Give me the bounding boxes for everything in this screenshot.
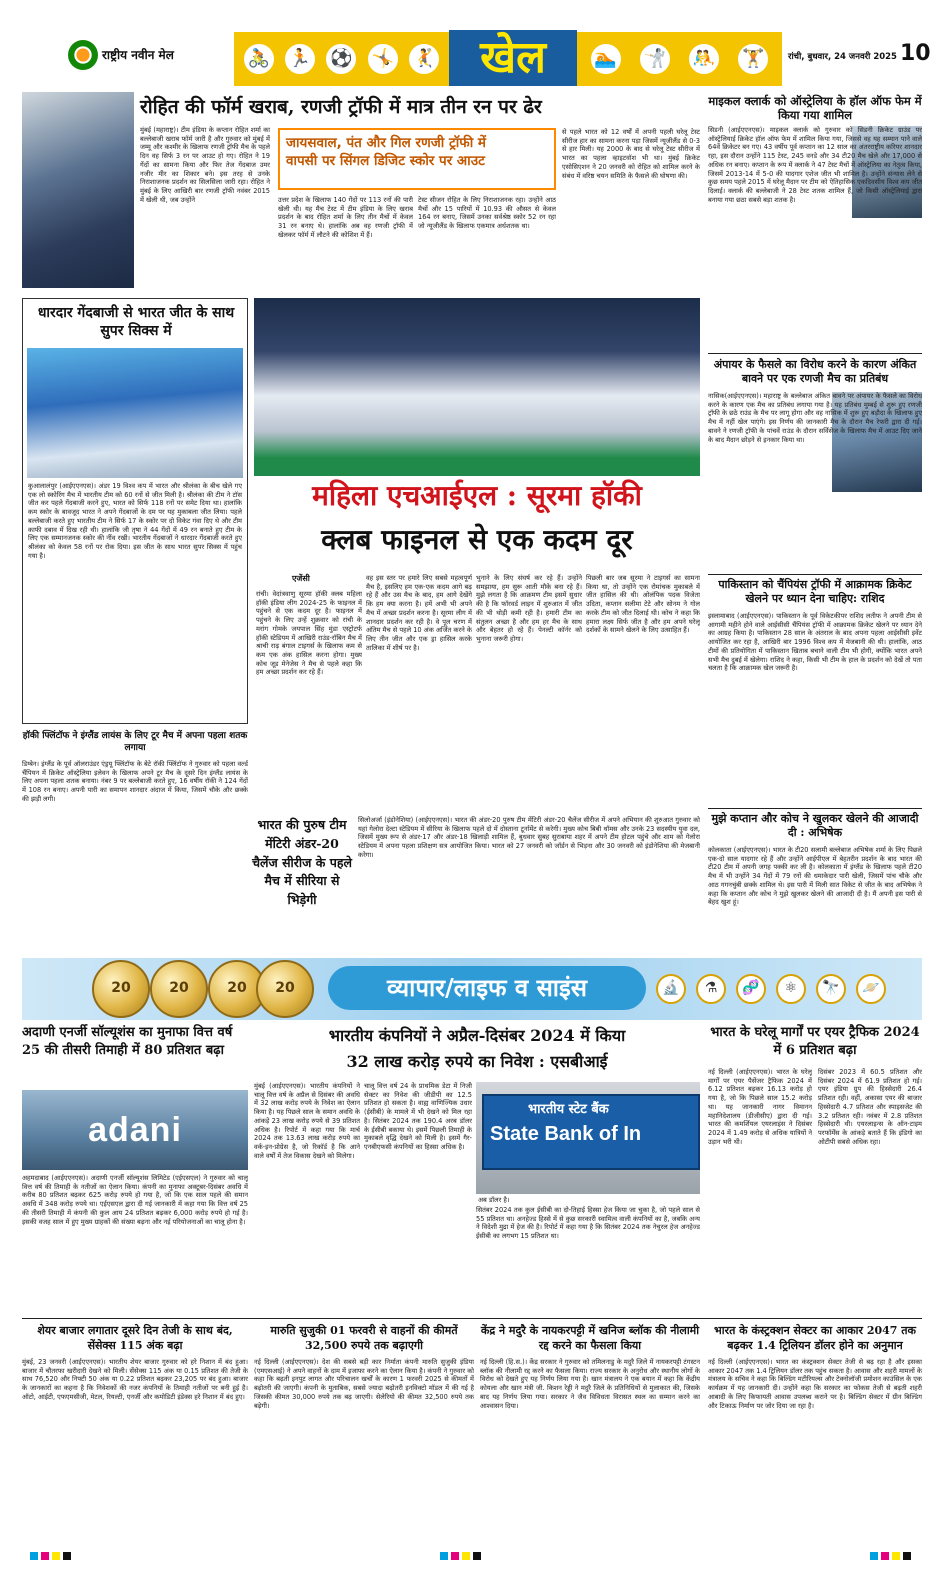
dna-icon: 🧬 [736, 974, 766, 1004]
coin-label: 20 [169, 980, 189, 997]
hockey-col1: रांची। वेदांत्रवाणु सूरमा हॉकी क्लब महिला हॉकी इंडिया लीग 2024-25 के फाइनल में पहुंचने से एक कदम दूर है। फाइनल में पहुंचने के लिए उन्हें शुक्रवार को रांची के मरांग गोमके जयपाल सिंह मुंडा एस्ट्रोटर्फ हॉकी स्टेडियम में आखिरी राउंड-रॉबिन मैच में श्राची राढ़ बंगाल टाइगर्स के खिलाफ कम से कम एक अंक हासिल करना होगा। मुख्य कोच जूड मेनेजेस ने मैच से पहले कहा कि हम अच्छा प्रदर्शन कर रहे हैं। [256, 590, 362, 677]
mining-body: नई दिल्ली (हि.स.)। केंद्र सरकार ने गुरुवार को तमिलनाडु के मदुरै जिले में नायकरपट्टी टंगस्टन ब्लॉक की नीलामी रद्द करने का फैसला किया। राज्य सरकार के अनुरोध और स्थानीय लोगों के विरोध को देखते हुए यह निर्णय लिया गया है। खान मंत्रालय ने एक बयान में कहा कि केंद्रीय कोयला और खान मंत्री जी. किशन रेड्डी ने मदुरै जिले के प्रतिनिधियों से मुलाकात की, जिसके बाद यह निर्णय लिया गया। सरकार ने जैव विविधता विरासत स्थल का सम्मान करने का आश्वासन दिया। [480, 1358, 700, 1410]
bawne-divider [708, 574, 922, 575]
hockey-col4: पिछली बार जब सूरमा ने टाइगर्स का सामना किया था, तो उन्होंने एक रोमांचक मुकाबले में जीत हासिल की थी। ओलंपिक पदक विजेता उदिता, कप्तान सलीमा टेटे और सोनम ने गोल करके टीम को जीत दिलाई थी। कोच ने कहा कि हमारा लक्ष्य सिर्फ जीत है और हम अपने घरेलू दर्शकों के सामने खेलने के लिए उत्साहित हैं। [586, 574, 700, 635]
swimming-icon: 🏊 [588, 41, 624, 77]
air-traffic-headline: भारत के घरेलू मार्गों पर एयर ट्रैफिक 2024 में 6 प्रतिशत बढ़ा [710, 1025, 920, 1058]
super-six-photo [27, 348, 243, 478]
page-number: 10 [900, 41, 931, 66]
paper-logo-icon [68, 40, 98, 70]
rashid-divider [708, 808, 922, 809]
sbi-col1: मुंबई (आईएएनएस)। भारतीय कंपनियों ने चालू वित्त वर्ष के अप्रैल से दिसंबर की अवधि में 32 लाख करोड़ रुपये के निवेश का ऐलान किया है। यह पिछले साल के समान अवधि के आंकड़े 23 लाख करोड़ रुपये से 39 प्रतिशत अधिक है। रिपोर्ट में कहा गया कि मार्च 2024 तक 13.63 लाख करोड़ रुपये का वर्क-इन-प्रोग्रेस है, जो रिकॉर्ड है कि आने वाले वर्षों में तेज विकास देखने को मिलेगा। [254, 1082, 360, 1160]
boys-team-body: सिलोअर्जा (इंडोनेशिया) (आईएएनएस)। भारत की अंडर-20 पुरुष टीम मेंटिरी अंडर-20 चैलेंज सीरीज में अपने अभियान की शुरुआत गुरुवार को यहां गेलोरा देल्टा स्टेडियम में सीरिया के खिलाफ पहले दो में दोस्ताना टूर्नामेंट से करेगी। मुख्य कोच बिबी थॉमस और उनके 23 सदस्यीय युवा दल, जिसमें मुख्य रूप से अंडर-17 और अंडर-18 खिलाड़ी शामिल हैं, बुधवार सुबह सुराबाया शहर में अपने टीम होटल पहुंचे और शाम को गेलोरा स्टेडियम में अपना पहला प्रशिक्षण सत्र आयोजित किया। भारत को 27 जनवरी को जॉर्डन से भिड़ना और 30 जनवरी को इंडोनेशिया की मेजबानी करेगा। [358, 816, 700, 859]
clarke-divider [708, 353, 922, 354]
rohit-headline: रोहित की फॉर्म खराब, रणजी ट्रॉफी में मात्र तीन रन पर ढेर [140, 96, 542, 118]
registration-marks-left [30, 1552, 71, 1560]
coin-label: 20 [227, 980, 247, 997]
telescope-icon: 🔭 [816, 974, 846, 1004]
sensex-headline: शेयर बाजार लगातार दूसरे दिन तेजी के साथ बंद, सेंसेक्स 115 अंक बढ़ा [37, 1324, 233, 1352]
sbi-sign-english: State Bank of In [490, 1123, 642, 1146]
wrestling-icon: 🤼 [686, 41, 722, 77]
rohit-subhead-line2: वापसी पर सिंगल डिजिट स्कोर पर आउट [286, 153, 485, 170]
sbi-sign-hindi: भारतीय स्टेट बैंक [528, 1102, 609, 1117]
construction-body: नई दिल्ली (आईएएनएस)। भारत का कंस्ट्रक्शन सेक्टर तेजी से बढ़ रहा है और इसका आकार 2047 तक 1.4 ट्रिलियन डॉलर तक पहुंच सकता है। आवास और शहरी मामलों के मंत्रालय के सचिव ने कहा कि बिल्डिंग मटीरियल्स और टेक्नोलॉजी प्रमोशन काउंसिल के एक कार्यक्रम में यह जानकारी दी। उन्होंने कहा कि सरकार का फोकस तेजी से बढ़ती शहरी आबादी के लिए किफायती आवास उपलब्ध कराने पर है। बिल्डिंग सेक्टर में ग्रीन बिल्डिंग और टिकाऊ निर्माण पर जोर दिया जा रहा है। [708, 1358, 922, 1410]
sbi-headline-line2: 32 लाख करोड़ रुपये का निवेश : एसबीआई [346, 1052, 608, 1071]
hockey-col2: वह इस स्तर पर हमारे लिए सबसे महत्वपूर्ण मैच है, इसलिए हम एक-एक कदम आगे बढ़ रहे हैं और उस मैच के बाद, हम आगे देखेंगे कि हम क्या करना है। हमें अभी भी अपने मैच में अच्छा प्रदर्शन करना है। सूरमा लीग में शानदार प्रदर्शन कर रही है। वे पूल चरण में अंतिम मैच से पहले 10 अंक अर्जित करने के लिए तीन जीत और एक ड्रा हासिल करके तालिका में शीर्ष पर है। [366, 574, 472, 652]
flask-icon: ⚗ [696, 974, 726, 1004]
rohit-photo [22, 92, 134, 288]
paper-name: राष्ट्रीय नवीन मेल [102, 48, 174, 62]
hockey-photo [254, 298, 700, 476]
coin-label: 20 [111, 980, 131, 997]
sbi-photo [476, 1082, 700, 1194]
dateline: रांची, बुधवार, 24 जनवरी 2025 [788, 52, 897, 62]
abhishek-headline: मुझे कप्तान और कोच ने खुलकर खेलने की आजादी दी : अभिषेक [711, 812, 919, 840]
microscope-icon: 🔬 [656, 974, 686, 1004]
sbi-col3: सितंबर 2024 तक कुल ईसीबी का दो-तिहाई हिस्सा हेज किया जा चुका है, जो पहले साल से 55 प्रतिशत था। अनहेज्ड हिस्से में से कुछ सरकारी स्वामित्व वाली कंपनियों का है, जबकि अन्य ने विदेशी मुद्रा में हेज की है। रिपोर्ट में कहा गया है कि सितंबर 2024 तक नेचुरल हेज अनहेज्ड ईसीबी का लगभग 15 प्रतिशत था। [476, 1206, 700, 1241]
bawne-body: नासिक(आईएएनएस)। महाराष्ट्र के बल्लेबाज अंकित बावने पर अंपायर के फैसले का विरोध करने के कारण एक मैच का प्रतिबंध लगाया गया है। यह प्रतिबंध मुम्बई से शुरू हुए रणजी ट्रॉफी के छठे राउंड के मैच पर लागू होगा और वह नासिक में शुरू हुए बड़ौदा के खिलाफ हुए मैच में नहीं खेल पाएंगे। इस निर्णय की जानकारी मैच के दौरान मैच रेफरी द्वारा दी गई। बावने ने रणजी ट्रॉफी के पांचवें राउंड के दौरान सर्विसेज के खिलाफ मैच में आउट दिए जाने के बाद मैदान छोड़ने से इनकार किया था। [708, 392, 922, 444]
bottom-divider [22, 1318, 922, 1319]
sports-band-left [234, 32, 449, 86]
rohit-col4: से पहले भारत को 12 वर्षों में अपनी पहली घरेलू टेस्ट सीरीज हार का सामना करना पड़ा जिसमें न्यूजीलैंड से 0-3 से हार मिली। यह 2000 के बाद से घरेलू टेस्ट सीरीज में भारत का पहला व्हाइटवॉश भी था। मुंबई क्रिकेट एसोसिएशन ने 20 जनवरी को रोहित को शामिल करने के संबंध में वरिष्ठ चयन समिति के फैसले की घोषणा की। [562, 128, 700, 180]
adani-photo [22, 1090, 248, 1170]
sports-band-right [577, 32, 782, 86]
kabaddi-icon: 🤾 [406, 41, 442, 77]
coin-label: 20 [275, 980, 295, 997]
football-icon: ⚽ [323, 41, 359, 77]
hurdles-icon: 🤸 [365, 41, 401, 77]
registration-marks-center [440, 1552, 481, 1560]
sbi-headline-line1: भारतीय कंपनियों ने अप्रैल-दिसंबर 2024 में किया [328, 1026, 626, 1045]
air-traffic-col1: नई दिल्ली (आईएएनएस)। भारत के घरेलू मार्गों पर एयर पैसेंजर ट्रैफिक 2024 में 6.12 प्रतिशत बढ़कर 16.13 करोड़ हो गया है, जो कि पिछले साल 15.2 करोड़ था। यह जानकारी नागर विमानन महानिदेशालय (डीजीसीए) द्वारा दी गई। भारत की कमर्शियल एयरलाइंस ने दिसंबर 2024 में 1.49 करोड़ से अधिक यात्रियों ने उड़ान भरी थी। [708, 1068, 812, 1146]
coin-icon-1 [92, 960, 150, 1018]
hockey-col3: भुनाने के लिए संघर्ष कर रहे हैं। उन्होंने समझाया, हम सुरू आती मौके बना रहे हैं। मुझे लगता है कि आक्रमण टीम इसमें सुधार की है कि फॉरवर्ड लाइन में शुरुआत में जीत की भी थोड़ी कमी रही है। हमारी टीम का संतुलन अच्छा है और हम हर मैच के साथ और बेहतर हो रहे हैं। पेनल्टी कॉर्नर को भुनाना जरूरी होगा। [476, 574, 582, 643]
rohit-col1: मुंबई (महाराष्ट्र)। टीम इंडिया के कप्तान रोहित शर्मा का बल्लेबाजी खराब फॉर्म जारी है और गुरुवार को मुंबई में जम्मू और कश्मीर के खिलाफ रणजी ट्रॉफी मैच के पहले दिन वह सिर्फ 3 रन पर आउट हो गए। रोहित ने 19 गेंदों का सामना किया और फिर तेज गेंदबाज उमर नजीर मीर का शिकार बने। इस तरह से उनके निराशाजनक प्रदर्शन का सिलसिला जारी रहा। रोहित ने मुंबई के लिए आखिरी बार रणजी ट्रॉफी नवंबर 2015 में खेली थी, जब उन्होंने [140, 126, 270, 204]
adani-body: अहमदाबाद (आईएएनएस)। अदाणी एनर्जी सॉल्यूशंस लिमिटेड (एईएसएल) ने गुरुवार को चालू वित्त वर्ष की तिमाही के नतीजों का ऐलान किया। कंपनी का मुनाफा अक्टूबर-दिसंबर अवधि में करीब 80 प्रतिशत बढ़कर 625 करोड़ रुपये हो गया है, जो कि एक साल पहले की समान अवधि में 348 करोड़ रुपये था। एईएसएल द्वारा दी गई जानकारी में कहा गया कि वित्त वर्ष 25 की तीसरी तिमाही में कंपनी की कुल आय 24 प्रतिशत बढ़कर 6,000 करोड़ रुपये हो गई है। इसकी वजह साल में हुए मुख्य ग्राहकों की संख्या बढ़ना और नई परियोजनाओं का चालू होना है। [22, 1174, 248, 1226]
coin-icon-2 [150, 960, 208, 1018]
adani-headline: अदाणी एनर्जी सॉल्यूशंस का मुनाफा वित्त वर्ष 25 की तीसरी तिमाही में 80 प्रतिशत बढ़ा [22, 1025, 233, 1058]
air-traffic-col2: दिसंबर 2023 में 60.5 प्रतिशत और दिसंबर 2024 में 61.9 प्रतिशत हो गई। एयर इंडिया ग्रुप की हिस्सेदारी 26.4 प्रतिशत रही। वहीं, अकासा एयर की बाजार हिस्सेदारी 4.7 प्रतिशत और स्पाइसजेट की 3.2 प्रतिशत रही। नवंबर में 2.8 प्रतिशत हिस्सेदारी थी। एयरलाइन्स के ऑन-टाइम परफॉर्मेंस के आंकड़े बताते हैं कि इंडिगो का ओटीपी सबसे अधिक रहा। [818, 1068, 922, 1146]
atom-icon: ⚛ [776, 974, 806, 1004]
coin-icon-4 [256, 960, 314, 1018]
hockey-banner-line2: क्लब फाइनल से एक कदम दूर [321, 523, 633, 556]
planet-icon: 🪐 [856, 974, 886, 1004]
sbi-col2: चालू वित्त वर्ष 24 के प्राथमिक डेटा में निजी सेक्टर का निवेश की जीडीपी का 12.5 प्रतिशत हो सकता है। वाह्य वाणिज्यिक उधार (ईसीबी) के मामले में भी देखने को मिल रहा है। सितंबर 2024 तक 190.4 अरब डॉलर के ईसीबी बकाया थे। इसमें पिछली तिमाही के मुकाबले वृद्धि देखने को मिली है। इसमें गैर-एनबीएफसी कंपनियों का हिस्सा अधिक है। [364, 1082, 472, 1151]
registration-marks-right [870, 1552, 911, 1560]
section-title: खेल [449, 30, 577, 86]
sbi-signboard [482, 1094, 700, 1170]
rashid-body: इस्लामाबाद (आईएएनएस)। पाकिस्तान के पूर्व विकेटकीपर राशिद लतीफ ने अपनी टीम से आगामी महीने होने वाले आईसीसी चैंपियंस ट्रॉफी में आक्रामक क्रिकेट खेलने पर ध्यान देने का आग्रह किया है। पाकिस्तान 28 साल के अंतराल के बाद अपना पहला आईसीसी इवेंट आयोजित कर रहा है, आखिरी बार 1996 विश्व कप में मेजबानी की थी। हालांकि, आठ टीमों की प्रतियोगिता में पाकिस्तान खिताब बचाने वाली टीम भी होगी, क्योंकि भारत अपने सभी मैच दुबई में खेलेगा। राशिद ने कहा, किसी भी टीम के हाल के प्रदर्शन को देखें तो पता चलता है कि आक्रामक खेल जरूरी है। [708, 612, 922, 673]
rohit-subhead-line1: जायसवाल, पंत और गिल रणजी ट्रॉफी में [286, 135, 486, 151]
flintoff-body: डिग्बेन। इंग्लैंड के पूर्व ऑलराउंडर एंड्रयू फ्लिंटॉफ के बेटे रॉकी फ्लिंटॉफ ने गुरुवार को पहला वर्ल्ड चैंपियन में क्रिकेट ऑस्ट्रेलिया इलेवन के खिलाफ अपने टूर मैच के दूसरे दिन इंग्लैंड लायंस के लिए अपना पहला शतक बनाया। नंबर 9 पर बल्लेबाजी करते हुए, 16 वर्षीय रॉकी ने 124 गेंदों में 108 रन बनाए। अपनी पारी का समापन शानदार अंदाज में किया, जिसमें चौके और छक्के की झड़ी लगी। [22, 760, 248, 803]
super-six-body: कुआलालंपुर (आईएएनएस)। अंडर 19 विश्व कप में भारत और श्रीलंका के बीच खेले गए एक लो स्कोरिंग मैच में भारतीय टीम को 60 रनों से जीत मिली है। श्रीलंका की टीम ने टॉस जीत कर पहले गेंदबाजी करने हुए, भारत को सिर्फ 118 रनों पर समेट दिया था। हालांकि कम स्कोर के बावजूद भारत ने अपने गेंदबाजों के दम पर यह मुकाबला जीत लिया। पहले बल्लेबाजी करते हुए भारतीय टीम ने सिर्फ 17 के स्कोर पर दो विकेट गंवा दिए थे और टीम काफी दबाव में दिख रही थी। हालांकि जी तृषा ने 44 गेंदों में 49 रन बनाते हुए टीम के लिए एक सम्मानजनक स्कोर की नींव रखी। भारतीय गेंदबाजों ने धारदार गेंदबाजी करते हुए श्रीलंका को केवल 58 रनों पर रोक दिया। इस जीत के साथ भारत सुपर सिक्स में पहुंच गया है। [28, 482, 242, 560]
sbi-photo-caption: अब डॉलर है। [478, 1196, 510, 1204]
hockey-byline: एजेंसी [292, 574, 310, 583]
rashid-headline: पाकिस्तान को चैंपियंस ट्रॉफी में आक्रामक क्रिकेट खेलने पर ध्यान देना चाहिए: राशिद [718, 578, 912, 606]
rohit-subhead-box [278, 128, 556, 190]
super-six-headline: धारदार गेंदबाजी से भारत जीत के साथ सुपर सिक्स में [37, 305, 235, 340]
business-banner-title: व्यापार/लाइफ व साइंस [328, 966, 646, 1010]
weightlifting-icon: 🏋 [735, 41, 771, 77]
construction-headline: भारत के कंस्ट्रक्शन सेक्टर का आकार 2047 तक बढ़कर 1.4 ट्रिलियन डॉलर होने का अनुमान [713, 1324, 917, 1352]
maruti-headline: मारुति सुजुकी 01 फरवरी से वाहनों की कीमतें 32,500 रुपये तक बढ़ाएगी [270, 1324, 458, 1352]
mining-headline: केंद्र ने मदुरै के नायकरपट्टी में खनिज ब्लॉक की नीलामी रद्द करने का फैसला किया [480, 1324, 700, 1352]
rohit-col3: टेस्ट सीजन रोहित के लिए निराशाजनक रहा। उन्होंने आठ मैचों और 15 पारियों में 10.93 की औसत से केवल 164 रन बनाए, जिसमें उनका सर्वश्रेष्ठ स्कोर 52 रन रहा जो न्यूजीलैंड के खिलाफ एकमात्र अर्धशतक था। [418, 196, 556, 231]
abhishek-body: कोलकाता (आईएएनएस)। भारत के टी20 सलामी बल्लेबाज अभिषेक शर्मा के लिए पिछले एक-दो साल यादगार रहे हैं और उन्होंने आईपीएल में बेहतरीन प्रदर्शन के बाद भारत की टी20 टीम में अपनी जगह पक्की कर ली है। कोलकाता में इंग्लैंड के खिलाफ पहले टी20 मैच में भी उन्होंने 34 गेंदों में 79 रनों की धमाकेदार पारी खेली, जिसमें पांच चौके और आठ गगनचुंबी छक्के शामिल थे। इस पारी में मिली सात विकेट से जीत के बाद अभिषेक ने कहा कि कप्तान और कोच ने मुझे खुलकर खेलने की आजादी दी है। मैं अपनी इस पारी से बेहद खुश हूं। [708, 846, 922, 907]
clarke-body: सिडनी (आईएएनएस)। माइकल क्लार्क को गुरुवार को सिडनी क्रिकेट ग्राउंड पर ऑस्ट्रेलियाई क्रिकेट हॉल ऑफ फेम में शामिल किया गया, जिससे वह यह सम्मान पाने वाले 64वें क्रिकेटर बन गए। 43 वर्षीय पूर्व कप्तान का 12 साल का अंतरराष्ट्रीय करियर शानदार रहा, इस दौरान उन्होंने 115 टेस्ट, 245 वनडे और 34 टी20 मैच खेले और 17,000 से अधिक रन बनाए। कप्तान के रूप में क्लार्क ने 47 टेस्ट मैचों में ऑस्ट्रेलिया का नेतृत्व किया, जिसमें 2013-14 में 5-0 की यादगार एशेज जीत भी शामिल है। उन्होंने संन्यास लेने से कुछ समय पहले 2015 में घरेलू मैदान पर टीम को ऐतिहासिक एकदिवसीय विश्व कप जीत दिलाई। क्लार्क की बल्लेबाजी ने 28 टेस्ट शतक शामिल हैं, जो किसी ऑस्ट्रेलियाई द्वारा बनाया गया छठा सबसे बड़ा शतक है। [708, 126, 922, 204]
flintoff-headline: हॉकी फ्लिंटॉफ ने इंग्लैंड लायंस के लिए टूर मैच में अपना पहला शतक लगाया [22, 731, 248, 754]
adani-logo: adani [88, 1110, 182, 1149]
javelin-icon: 🤺 [637, 41, 673, 77]
boys-team-headline: भारत की पुरुष टीम मेंटिरी अंडर-20 चैलेंज सीरीज के पहले मैच में सीरिया से भिड़ेगी [252, 817, 352, 907]
bawne-headline: अंपायर के फैसले का विरोध करने के कारण अंकित बावने पर एक रणजी मैच का प्रतिबंध [713, 358, 917, 386]
running-icon: 🏃 [282, 41, 318, 77]
hockey-banner-line1: महिला एचआईएल : सूरमा हॉकी [312, 479, 642, 512]
sensex-body: मुंबई, 23 जनवरी (आईएएनएस)। भारतीय शेयर बाजार गुरुवार को हरे निशान में बंद हुआ। बाजार में चौतरफा खरीदारी देखने को मिली। सेंसेक्स 115 अंक या 0.15 प्रतिशत की तेजी के साथ 76,520 और निफ्टी 50 अंक या 0.22 प्रतिशत बढ़कर 23,205 पर बंद हुआ। बाजार के जानकारों का कहना है कि निवेशकों की नजर कंपनियों के तिमाही नतीजों पर बनी हुई है। ऑटो, आईटी, एफएमसीजी, मेटल, रियल्टी, एनर्जी और कमोडिटी इंडेक्स हरे निशान में बंद हुए। [22, 1358, 248, 1401]
masthead [22, 32, 931, 86]
business-banner [22, 958, 922, 1020]
cycling-icon: 🚴 [241, 41, 277, 77]
rohit-col2: उत्तर प्रदेश के खिलाफ 140 गेंदों पर 113 रनों की पारी खेली थी। यह मैच टेस्ट में टीम इंडिया के लिए खराब प्रदर्शन के बाद रोहित शर्मा के लिए तीन मैचों में केवल 31 रन बनाए थे। हालांकि अब वह रणजी ट्रॉफी में खेलकर फॉर्म में लौटने की कोशिश में हैं। [278, 196, 413, 239]
clarke-headline: माइकल क्लार्क को ऑस्ट्रेलिया के हॉल ऑफ फेम में किया गया शामिल [708, 94, 922, 123]
maruti-body: नई दिल्ली (आईएएनएस)। देश की सबसे बड़ी कार निर्माता कंपनी मारुति सुजुकी इंडिया (एमएसआई) ने अपने वाहनों के दाम में इजाफा करने का ऐलान किया है। कंपनी ने गुरुवार को कहा कि बढ़ती इनपुट लागत और परिचालन खर्चों के कारण 1 फरवरी 2025 से कीमतों में बढ़ोतरी की जाएगी। कंपनी के मुताबिक, सबसे ज्यादा बढ़ोतरी इनविक्टो मॉडल में की गई है जिसकी कीमत 30,000 रुपये तक बढ़ जाएगी। सेलेरियो की कीमत 32,500 रुपये तक बढ़ेगी। [254, 1358, 474, 1410]
